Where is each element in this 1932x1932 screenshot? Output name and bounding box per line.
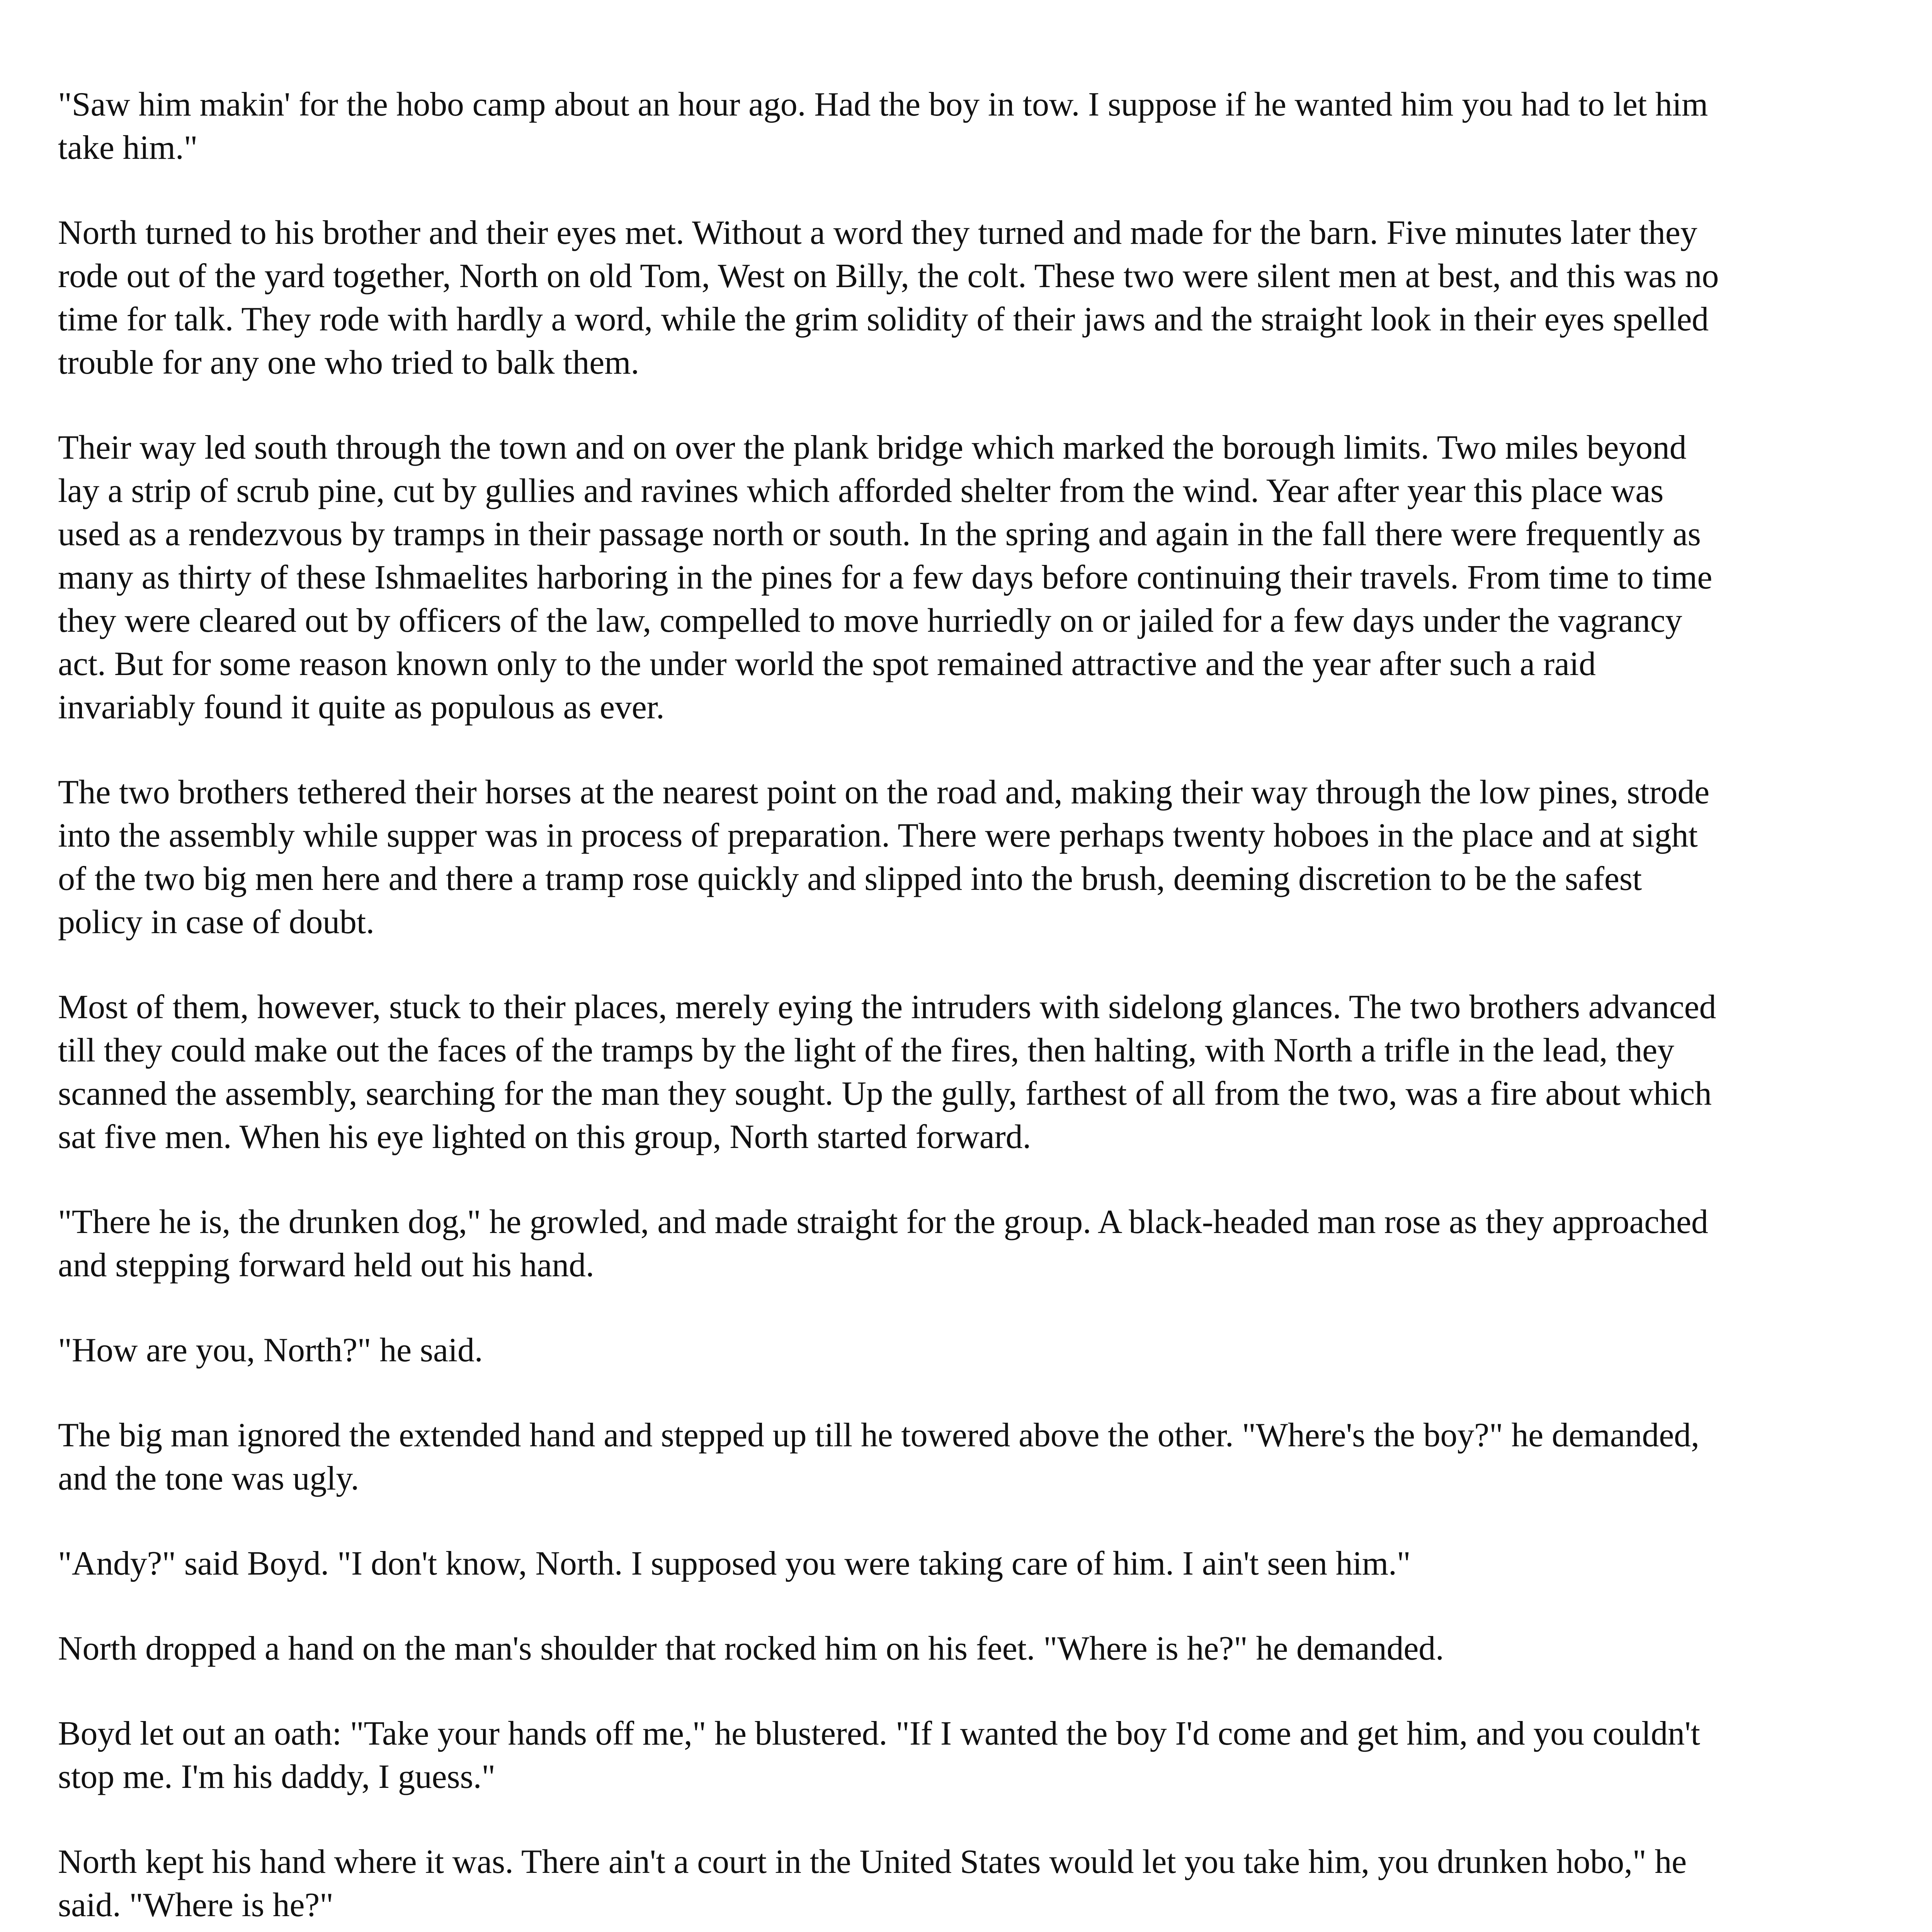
page-body: [58, 83, 1731, 1932]
paragraph: "Saw him makin' for the hobo camp about an hour ago. Had the boy in tow. I suppose if he wanted him you had to let him take him.": [58, 86, 1708, 167]
paragraph: "How are you, North?" he said.: [58, 1332, 483, 1369]
paragraph: North dropped a hand on the man's shoulder that rocked him on his feet. "Where is he?" he demanded.: [58, 1630, 1444, 1667]
paragraph: Their way led south through the town and on over the plank bridge which marked the borough limits. Two miles beyond lay a strip of scrub pine, cut by gullies and ravines which afforded shelter from the wind. Year after year this place was used as a rendezvous by tramps in their passage north or south. In the spring and again in the fall there were frequently as many as thirty of these Ishmaelites harboring in the pines for a few days before continuing their travels. From time to time they were cleared out by officers of the law, compelled to move hurriedly on or jailed for a few days under the vagrancy act. But for some reason known only to the under world the spot remained attractive and the year after such a raid invariably found it quite as populous as ever.: [58, 429, 1713, 726]
paragraph: North turned to his brother and their eyes met. Without a word they turned and made for the barn. Five minutes later they rode out of the yard together, North on old Tom, West on Billy, the colt. These two were silent men at best, and this was no time for talk. They rode with hardly a word, while the grim solidity of their jaws and the straight look in their eyes spelled trouble for any one who tried to balk them.: [58, 214, 1719, 381]
paragraph: North kept his hand where it was. There ain't a court in the United States would let you take him, you drunken hobo," he said. "Where is he?": [58, 1843, 1687, 1924]
paragraph: "There he is, the drunken dog," he growled, and made straight for the group. A black-headed man rose as they approached and stepping forward held out his hand.: [58, 1203, 1708, 1284]
paragraph: Boyd let out an oath: "Take your hands off me," he blustered. "If I wanted the boy I'd come and get him, and you couldn't stop me. I'm his daddy, I guess.": [58, 1715, 1700, 1796]
paragraph: "Andy?" said Boyd. "I don't know, North. I supposed you were taking care of him. I ain't seen him.": [58, 1545, 1411, 1582]
paragraph: The big man ignored the extended hand and stepped up till he towered above the other. "Where's the boy?" he demanded, and the tone was ugly.: [58, 1417, 1699, 1497]
paragraph: The two brothers tethered their horses at the nearest point on the road and, making their way through the low pines, strode into the assembly while supper was in process of preparation. There were perhaps twenty hoboes in the place and at sight of the two big men here and there a tramp rose quickly and slipped into the brush, deeming discretion to be the safest policy in case of doubt.: [58, 774, 1709, 941]
paragraph: Most of them, however, stuck to their places, merely eying the intruders with sidelong glances. The two brothers advanced till they could make out the faces of the tramps by the light of the fires, then halting, with North a trifle in the lead, they scanned the assembly, searching for the man they sought. Up the gully, farthest of all from the two, was a fire about which sat five men. When his eye lighted on this group, North started forward.: [58, 988, 1716, 1156]
